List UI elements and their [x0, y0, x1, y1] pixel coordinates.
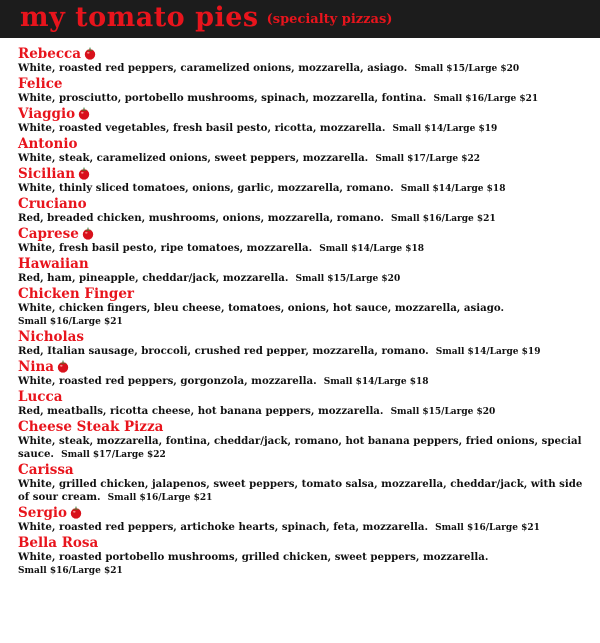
pizza-price: Small $17/Large $22: [61, 450, 166, 460]
pizza-name-text: Felice: [18, 76, 63, 92]
menu-item: [18, 256, 594, 286]
menu-item: [18, 76, 594, 106]
pizza-name: [18, 505, 594, 521]
menu-item: [18, 106, 594, 136]
pizza-description: [18, 345, 594, 359]
pizza-description: [18, 272, 594, 286]
pizza-name-text: Sicilian: [18, 166, 76, 182]
menu-item: [18, 462, 594, 505]
tomato-icon: [84, 47, 96, 60]
pizza-description: [18, 405, 594, 419]
menu-item: [18, 166, 594, 196]
pizza-ingredients: White, roasted red peppers, artichoke hearts, spinach, feta, mozzarella.: [18, 521, 429, 533]
pizza-name-text: Antonio: [18, 136, 78, 152]
page-title: [20, 3, 392, 35]
pizza-ingredients: White, roasted vegetables, fresh basil pesto, ricotta, mozzarella.: [18, 122, 386, 134]
pizza-description: [18, 435, 594, 462]
menu-item: [18, 136, 594, 166]
pizza-name: [18, 535, 594, 551]
menu-item: [18, 226, 594, 256]
title-text: my tomato pies: [20, 2, 259, 33]
pizza-name-text: Nina: [18, 359, 55, 375]
pizza-name: [18, 256, 594, 272]
pizza-description: [18, 521, 594, 535]
pizza-price: Small $16/Large $21: [18, 566, 123, 576]
pizza-ingredients: White, prosciutto, portobello mushrooms, spinach, mozzarella, fontina.: [18, 92, 427, 104]
pizza-name: [18, 136, 594, 152]
pizza-description: [18, 182, 594, 196]
pizza-name-text: Rebecca: [18, 46, 82, 62]
pizza-name: [18, 419, 594, 435]
pizza-description: [18, 92, 594, 106]
tomato-icon: [78, 167, 90, 180]
menu-item: [18, 389, 594, 419]
menu-item: [18, 196, 594, 226]
pizza-name-text: Lucca: [18, 389, 63, 405]
pizza-ingredients: White, roasted portobello mushrooms, grilled chicken, sweet peppers, mozzarella.: [18, 551, 489, 563]
pizza-name: [18, 286, 594, 302]
pizza-name-text: Carissa: [18, 462, 74, 478]
pizza-name: [18, 196, 594, 212]
pizza-name: [18, 389, 594, 405]
menu-item: [18, 286, 594, 329]
pizza-name: [18, 76, 594, 92]
pizza-ingredients: Red, breaded chicken, mushrooms, onions, mozzarella, romano.: [18, 212, 384, 224]
pizza-price: Small $16/Large $21: [107, 493, 213, 503]
pizza-name: [18, 462, 594, 478]
pizza-ingredients: White, chicken fingers, bleu cheese, tomatoes, onions, hot sauce, mozzarella, asiago.: [18, 302, 504, 314]
pizza-name-text: Viaggio: [18, 106, 76, 122]
pizza-name: [18, 329, 594, 345]
pizza-ingredients: Red, meatballs, ricotta cheese, hot banana peppers, mozzarella.: [18, 405, 384, 417]
pizza-ingredients: White, steak, caramelized onions, sweet peppers, mozzarella.: [18, 152, 369, 164]
pizza-name-text: Cheese Steak Pizza: [18, 419, 164, 435]
menu-item: [18, 419, 594, 462]
header-bar: [0, 0, 600, 38]
pizza-price: Small $16/Large $21: [435, 523, 540, 533]
menu-item: [18, 505, 594, 535]
pizza-name-text: Hawaiian: [18, 256, 89, 272]
pizza-name: [18, 46, 594, 62]
pizza-name: [18, 359, 594, 375]
pizza-name: [18, 106, 594, 122]
pizza-name-text: Sergio: [18, 505, 68, 521]
menu-item: [18, 46, 594, 76]
pizza-name-text: Cruciano: [18, 196, 87, 212]
pizza-ingredients: Red, Italian sausage, broccoli, crushed red pepper, mozzarella, romano.: [18, 345, 429, 357]
pizza-price: Small $14/Large $18: [319, 244, 425, 254]
pizza-menu-list: [18, 46, 594, 578]
pizza-description: [18, 375, 594, 389]
pizza-ingredients: White, grilled chicken, jalapenos, sweet peppers, tomato salsa, mozzarella, cheddar/jack, with side of sour cream.: [18, 478, 583, 503]
pizza-description: [18, 302, 594, 329]
pizza-description: [18, 551, 594, 578]
tomato-icon: [57, 360, 69, 373]
tomato-icon: [78, 107, 90, 120]
pizza-price: Small $15/Large $20: [414, 64, 520, 74]
pizza-price: Small $14/Large $19: [392, 124, 498, 134]
pizza-description: [18, 212, 594, 226]
pizza-price: Small $14/Large $18: [323, 377, 429, 387]
pizza-description: [18, 152, 594, 166]
menu-item: [18, 359, 594, 389]
menu-item: [18, 535, 594, 578]
pizza-price: Small $17/Large $22: [375, 154, 481, 164]
pizza-price: Small $14/Large $19: [435, 347, 541, 357]
pizza-name: [18, 166, 594, 182]
pizza-ingredients: Red, ham, pineapple, cheddar/jack, mozzarella.: [18, 272, 289, 284]
pizza-description: [18, 242, 594, 256]
pizza-price: Small $14/Large $18: [400, 184, 506, 194]
menu-item: [18, 329, 594, 359]
pizza-name-text: Nicholas: [18, 329, 84, 345]
pizza-name: [18, 226, 594, 242]
pizza-price: Small $16/Large $21: [18, 317, 123, 327]
pizza-ingredients: White, roasted red peppers, caramelized onions, mozzarella, asiago.: [18, 62, 408, 74]
pizza-price: Small $15/Large $20: [390, 407, 496, 417]
pizza-name-text: Chicken Finger: [18, 286, 135, 302]
pizza-price: Small $16/Large $21: [390, 214, 496, 224]
tomato-icon: [70, 506, 82, 519]
pizza-ingredients: White, steak, mozzarella, fontina, cheddar/jack, romano, hot banana peppers, fried onions, special sauce.: [18, 435, 582, 460]
pizza-name-text: Caprese: [18, 226, 79, 242]
pizza-description: [18, 478, 594, 505]
pizza-description: [18, 122, 594, 136]
pizza-ingredients: White, thinly sliced tomatoes, onions, garlic, mozzarella, romano.: [18, 182, 394, 194]
pizza-price: Small $15/Large $20: [295, 274, 401, 284]
page-subtitle: (specialty pizzas): [266, 12, 393, 27]
pizza-description: [18, 62, 594, 76]
pizza-price: Small $16/Large $21: [433, 94, 539, 104]
pizza-name-text: Bella Rosa: [18, 535, 99, 551]
pizza-ingredients: White, roasted red peppers, gorgonzola, mozzarella.: [18, 375, 317, 387]
tomato-icon: [82, 227, 94, 240]
pizza-ingredients: White, fresh basil pesto, ripe tomatoes, mozzarella.: [18, 242, 313, 254]
